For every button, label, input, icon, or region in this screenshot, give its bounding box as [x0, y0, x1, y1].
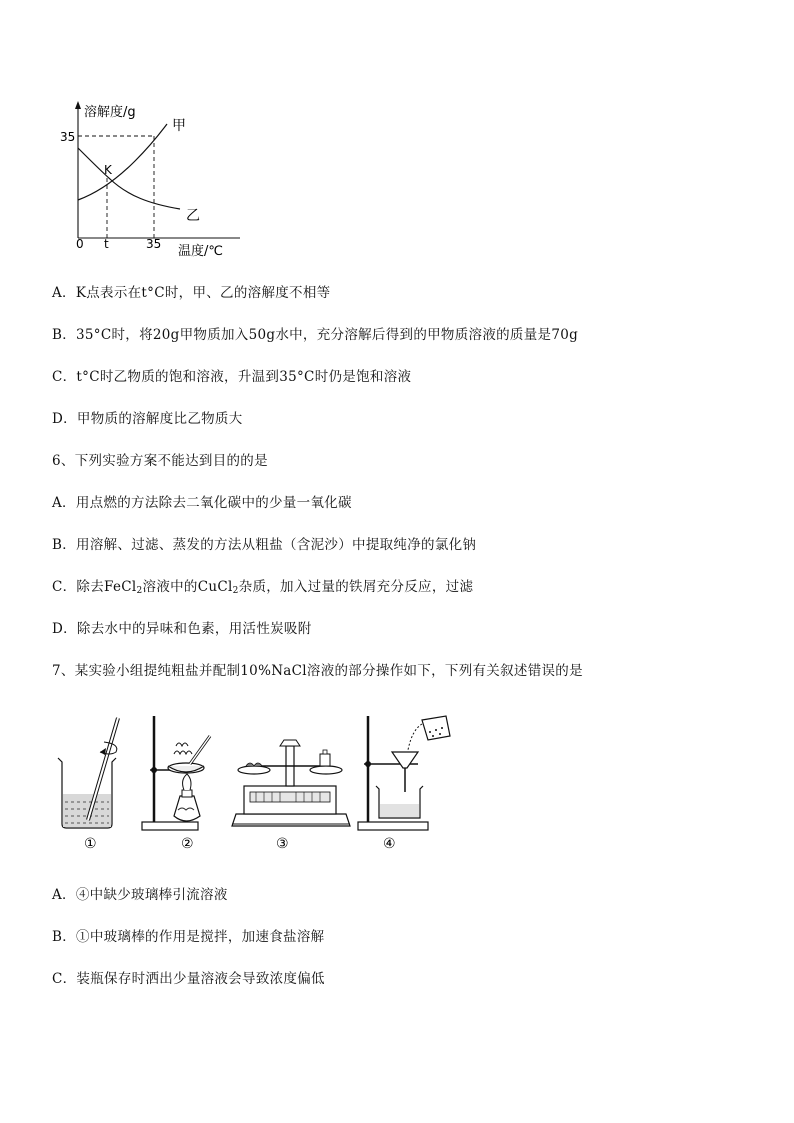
- y-axis-arrow: [75, 101, 81, 109]
- beaker-stirring-apparatus: [58, 718, 118, 828]
- q6-stem: 6、下列实验方案不能达到目的的是: [52, 453, 268, 469]
- q6-option-c: [52, 578, 473, 600]
- balance-apparatus: [232, 740, 350, 826]
- curve-yi: [78, 148, 180, 209]
- q6-option-a: A．用点燃的方法除去二氧化碳中的少量一氧化碳: [52, 495, 352, 511]
- q6-option-c-suffix: 杂质，加入过量的铁屑充分反应，过滤: [238, 579, 474, 595]
- evaporation-apparatus: [142, 716, 210, 830]
- solubility-graph: [50, 96, 250, 261]
- curve-yi-label: 乙: [186, 208, 200, 224]
- q5-option-b: B．35°C时，将20g甲物质加入50g水中，充分溶解后得到的甲物质溶液的质量是70g: [52, 327, 579, 343]
- q6-option-c-prefix: C．除去FeCl: [52, 579, 137, 595]
- q6-option-c-sub2: 2: [232, 586, 239, 596]
- q5-option-c: C．t°C时乙物质的饱和溶液，升温到35°C时仍是饱和溶液: [52, 369, 412, 385]
- q6-option-c-sub1: 2: [136, 586, 143, 596]
- point-k-label: K: [104, 163, 112, 177]
- q7-option-b: B．①中玻璃棒的作用是搅拌，加速食盐溶解: [52, 929, 325, 945]
- curve-jia-label: 甲: [172, 118, 186, 134]
- apparatus-figure: [50, 706, 470, 856]
- figure-label-2: ②: [181, 836, 194, 852]
- x-tick-35: 35: [146, 237, 162, 251]
- q6-option-d: D．除去水中的异味和色素，用活性炭吸附: [52, 621, 312, 637]
- x-tick-0: 0: [76, 237, 84, 251]
- q7-option-a: A．④中缺少玻璃棒引流溶液: [52, 887, 228, 903]
- figure-label-4: ④: [383, 836, 396, 852]
- q5-option-a: A．K点表示在t°C时，甲、乙的溶解度不相等: [52, 285, 331, 301]
- q6-option-c-mid: 溶液中的CuCl: [142, 579, 233, 595]
- q7-option-c: C．装瓶保存时洒出少量溶液会导致浓度偏低: [52, 971, 325, 987]
- q6-option-b: B．用溶解、过滤、蒸发的方法从粗盐（含泥沙）中提取纯净的氯化钠: [52, 537, 477, 553]
- figure-label-3: ③: [276, 836, 289, 852]
- y-axis-label: 溶解度/g: [84, 105, 136, 120]
- x-tick-t: t: [104, 237, 109, 251]
- q5-option-d: D．甲物质的溶解度比乙物质大: [52, 411, 243, 427]
- filtration-apparatus: [358, 716, 450, 830]
- q7-stem: 7、某实验小组提纯粗盐并配制10%NaCl溶液的部分操作如下，下列有关叙述错误的是: [52, 663, 583, 679]
- x-axis-label: 温度/℃: [178, 244, 223, 259]
- y-tick-35: 35: [60, 130, 76, 144]
- figure-label-1: ①: [84, 836, 97, 852]
